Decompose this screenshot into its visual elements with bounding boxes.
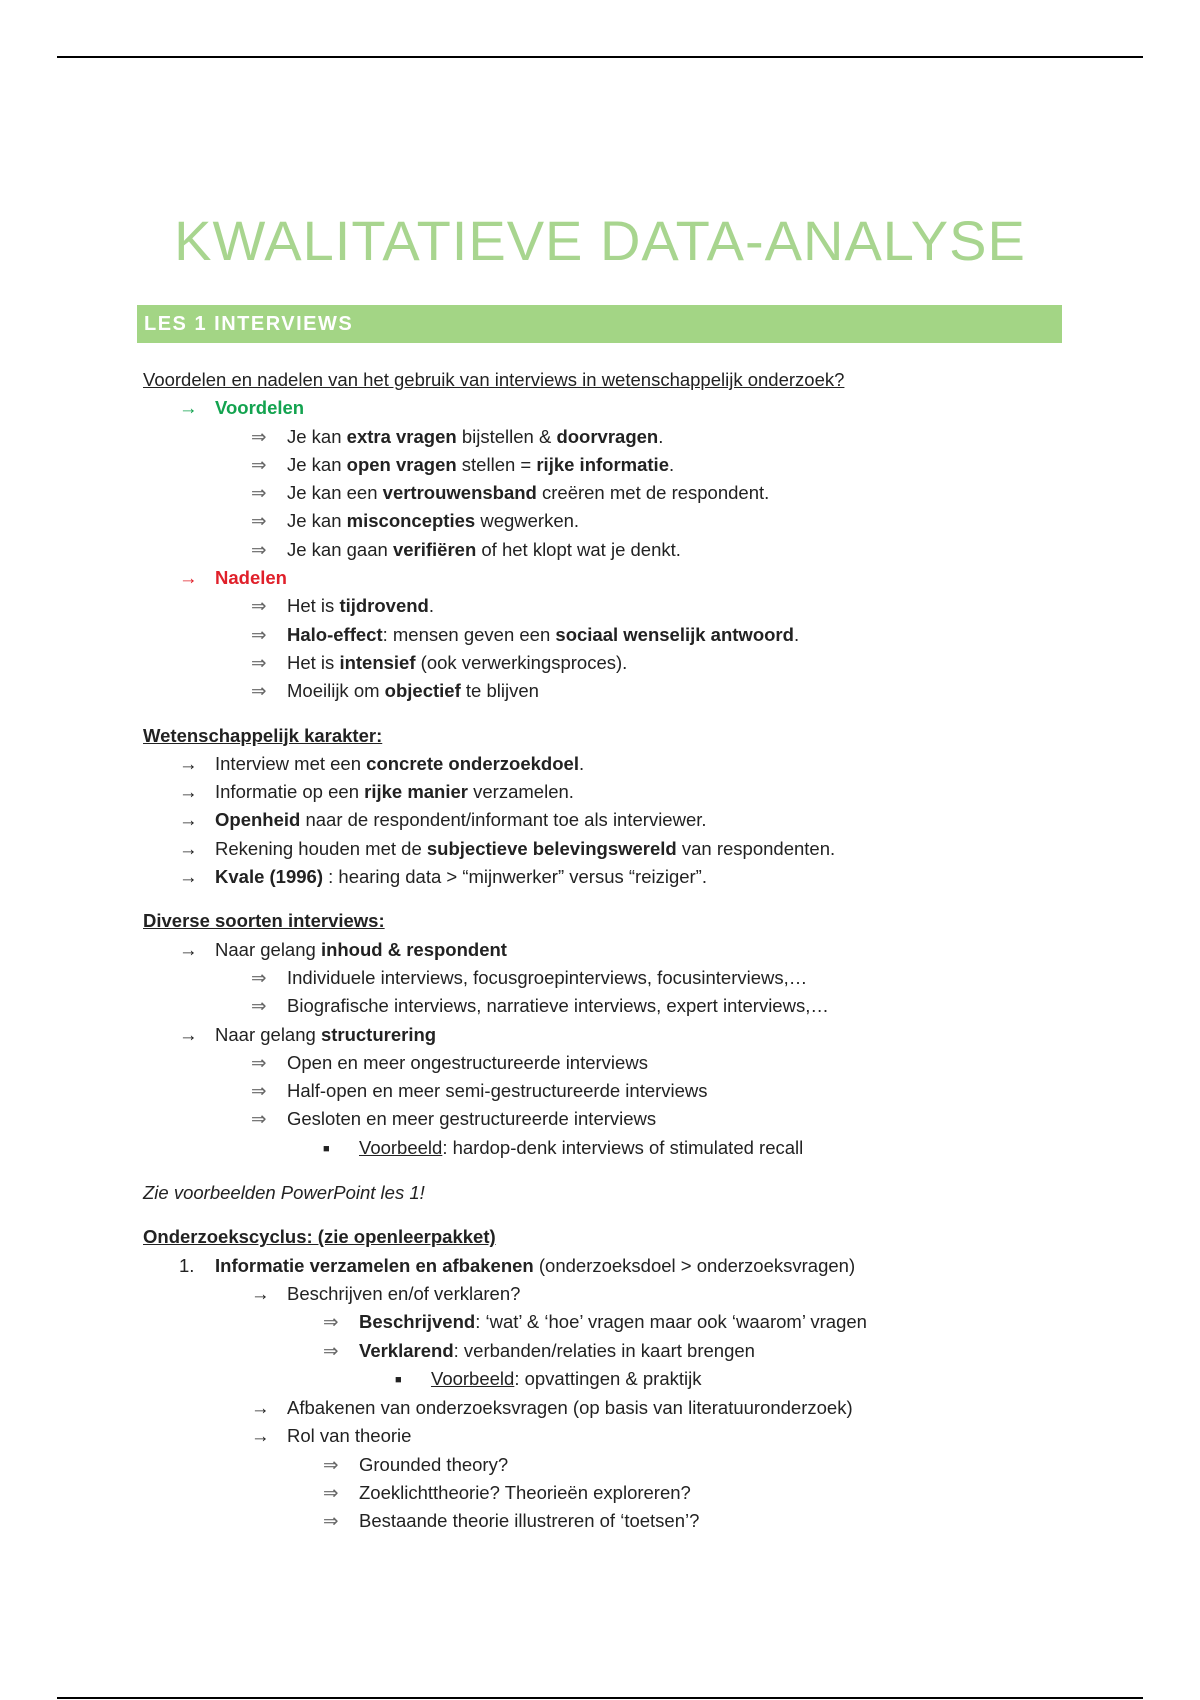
right-arrow-icon: → [179,567,198,589]
list-item: → Kvale (1996) : hearing data > “mijnwerker” versus “reiziger”. [143,863,1143,891]
double-arrow-icon: ⇒ [251,425,267,447]
sub-sub-item: ⇒ Zoeklichttheorie? Theorieën exploreren? [143,1479,1143,1507]
question-heading: Voordelen en nadelen van het gebruik van interviews in wetenschappelijk onderzoek? [143,369,845,390]
example-item: ■ Voorbeeld: hardop-denk interviews of stimulated recall [143,1134,1143,1163]
right-arrow-icon: → [179,809,198,831]
double-arrow-icon: ⇒ [251,1080,267,1102]
document-body [143,366,1143,1536]
double-arrow-icon: ⇒ [251,453,267,475]
pros-item [143,394,1143,422]
double-arrow-icon: ⇒ [323,1339,339,1361]
sub-item: ⇒ Individuele interviews, focusgroepinterviews, focusinterviews,… [143,964,1143,992]
pro-item: ⇒ Je kan misconcepties wegwerken. [143,507,1143,535]
double-arrow-icon: ⇒ [251,482,267,504]
numbered-item: 1. Informatie verzamelen en afbakenen (onderzoeksdoel > onderzoeksvragen) [179,1254,856,1276]
right-arrow-icon: → [179,837,198,859]
list-item: → Informatie op een rijke manier verzamelen. [143,778,1143,806]
square-bullet-icon: ■ [395,1373,402,1386]
sub-sub-item: ⇒ Bestaande theorie illustreren of ‘toetsen’? [143,1507,1143,1535]
list-item: → Naar gelang structurering [143,1021,1143,1049]
sub-item: ⇒ Open en meer ongestructureerde interviews [143,1049,1143,1077]
sub-item: → Afbakenen van onderzoeksvragen (op basis van literatuuronderzoek) [143,1394,1143,1422]
list-item: → Openheid naar de respondent/informant toe als interviewer. [143,806,1143,834]
con-item: ⇒ Halo-effect: mensen geven een sociaal wenselijk antwoord. [143,621,1143,649]
pro-item: ⇒ Je kan gaan verifiëren of het klopt wat je denkt. [143,536,1143,564]
pro-item: ⇒ Je kan een vertrouwensband creëren met de respondent. [143,479,1143,507]
double-arrow-icon: ⇒ [251,995,267,1017]
double-arrow-icon: ⇒ [251,1051,267,1073]
cons-label: Nadelen [215,567,287,589]
right-arrow-icon: → [179,752,198,774]
right-arrow-icon: → [179,397,198,419]
double-arrow-icon: ⇒ [323,1311,339,1333]
sub-sub-item: ⇒ Grounded theory? [143,1451,1143,1479]
right-arrow-icon: → [179,866,198,888]
cycle-heading: Onderzoekscyclus: (zie openleerpakket) [143,1226,496,1248]
sub-item: ⇒ Gesloten en meer gestructureerde interviews [143,1105,1143,1133]
sub-sub-item: ⇒ Verklarend: verbanden/relaties in kaart brengen [143,1337,1143,1365]
cons-item [143,564,1143,592]
right-arrow-icon: → [251,1397,270,1419]
list-item: → Rekening houden met de subjectieve belevingswereld van respondenten. [143,835,1143,863]
section-header: LES 1 INTERVIEWS [137,305,1062,343]
square-bullet-icon: ■ [323,1142,330,1155]
double-arrow-icon: ⇒ [251,510,267,532]
double-arrow-icon: ⇒ [251,595,267,617]
page-title: KWALITATIEVE DATA-ANALYSE [174,209,1026,272]
right-arrow-icon: → [179,1023,198,1045]
right-arrow-icon: → [179,938,198,960]
right-arrow-icon: → [251,1282,270,1304]
double-arrow-icon: ⇒ [323,1481,339,1503]
powerpoint-note: Zie voorbeelden PowerPoint les 1! [143,1182,425,1204]
pro-item: ⇒ Je kan extra vragen bijstellen & doorvragen. [143,423,1143,451]
example-item: ■ Voorbeeld: opvattingen & praktijk [143,1365,1143,1394]
con-item: ⇒ Het is intensief (ook verwerkingsproces). [143,649,1143,677]
right-arrow-icon: → [251,1425,270,1447]
footer-rule [57,1697,1143,1699]
right-arrow-icon: → [179,781,198,803]
double-arrow-icon: ⇒ [251,680,267,702]
double-arrow-icon: ⇒ [251,1108,267,1130]
double-arrow-icon: ⇒ [251,651,267,673]
double-arrow-icon: ⇒ [251,538,267,560]
sub-sub-item: ⇒ Beschrijvend: ‘wat’ & ‘hoe’ vragen maar ook ‘waarom’ vragen [143,1308,1143,1336]
pro-item: ⇒ Je kan open vragen stellen = rijke informatie. [143,451,1143,479]
double-arrow-icon: ⇒ [323,1453,339,1475]
sub-item: ⇒ Half-open en meer semi-gestructureerde interviews [143,1077,1143,1105]
header-rule [57,56,1143,58]
science-heading: Wetenschappelijk karakter: [143,724,383,746]
con-item: ⇒ Het is tijdrovend. [143,592,1143,620]
sub-item: → Rol van theorie [143,1422,1143,1450]
types-heading: Diverse soorten interviews: [143,910,385,932]
list-item: → Interview met een concrete onderzoekdoel. [143,750,1143,778]
double-arrow-icon: ⇒ [251,623,267,645]
list-item: → Naar gelang inhoud & respondent [143,936,1143,964]
pros-label: Voordelen [215,397,305,419]
sub-item: ⇒ Biografische interviews, narratieve interviews, expert interviews,… [143,992,1143,1020]
double-arrow-icon: ⇒ [323,1510,339,1532]
con-item: ⇒ Moeilijk om objectief te blijven [143,677,1143,705]
sub-item: → Beschrijven en/of verklaren? [143,1280,1143,1308]
double-arrow-icon: ⇒ [251,966,267,988]
